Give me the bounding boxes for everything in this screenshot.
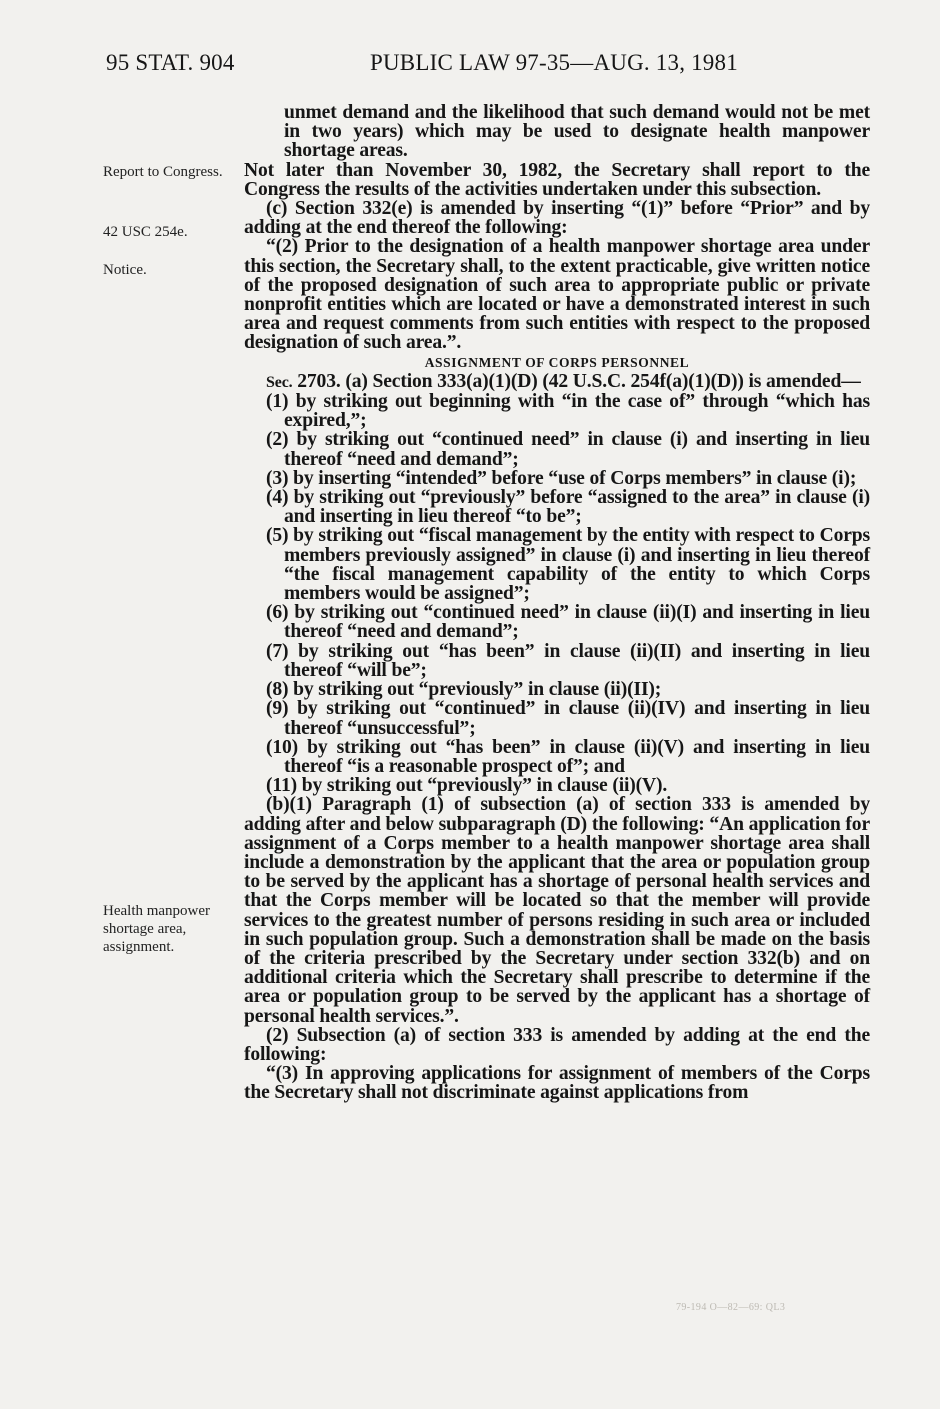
amendment-item: (11) by striking out “previously” in clause (ii)(V).	[266, 775, 668, 797]
section-2703-text: 2703. (a) Section 333(a)(1)(D) (42 U.S.C. 254f(a)(1)(D)) is amended—	[292, 370, 861, 392]
statute-body	[244, 103, 870, 1103]
section-label: Sec.	[266, 373, 293, 391]
amendment-item: (9) by striking out “continued” in clause (ii)(IV) and inserting in lieu thereof “unsuccessful”;	[266, 698, 870, 739]
section-2703-intro	[244, 372, 870, 392]
amendment-item: (3) by inserting “intended” before “use of Corps members” in clause (i);	[266, 467, 857, 489]
margin-note-health: Health manpower shortage area, assignment.	[103, 903, 211, 955]
margin-note-report: Report to Congress.	[103, 164, 223, 180]
margin-note-usc: 42 USC 254e.	[103, 224, 188, 240]
paragraph-quoted-3: “(3) In approving applications for assignment of members of the Corps the Secretary shall not discriminate against applications from	[244, 1063, 870, 1104]
paragraph-report: Not later than November 30, 1982, the Secretary shall report to the Congress the results of the activities undertaken under this subsection.	[244, 159, 870, 200]
amendment-item: (8) by striking out “previously” in clause (ii)(II);	[266, 679, 662, 701]
amendment-item: (6) by striking out “continued need” in clause (ii)(I) and inserting in lieu thereof “need and demand”;	[266, 602, 870, 643]
statute-page-number: 95 STAT. 904	[106, 50, 235, 75]
margin-note-notice: Notice.	[103, 262, 147, 278]
paragraph-continuation: unmet demand and the likelihood that such demand would not be met in two years) which may be used to designate health manpower shortage areas.	[284, 102, 870, 162]
amendment-item: (10) by striking out “has been” in clause (ii)(V) and inserting in lieu thereof “is a reasonable prospect of”; and	[266, 736, 870, 777]
page-header	[106, 50, 870, 84]
amendment-item: (1) by striking out beginning with “in the case of” through “which has expired,”;	[266, 391, 870, 432]
public-law-title: PUBLIC LAW 97-35—AUG. 13, 1981	[370, 50, 738, 75]
paragraph-b1: (b)(1) Paragraph (1) of subsection (a) of section 333 is amended by adding after and below subparagraph (D) the following: “An application for assignment of a Corps member to a health manpower shortage area shall include a demonstration by the applicant that the area or population group to be served by the applicant has a shortage of personal health services and that the Corps member will be located so that the member will provide services to the greatest number of persons residing in such area or included in such population group. Such a demonstration shall be made on the basis of the criteria prescribed by the Secretary under section 332(b) and on additional criteria which the Secretary shall prescribe to determine if the area or population group to be served by the applicant has a shortage of personal health services.”.	[244, 794, 870, 1027]
amendment-item: (7) by striking out “has been” in clause (ii)(II) and inserting in lieu thereof “will be”;	[266, 640, 870, 681]
paragraph-b2: (2) Subsection (a) of section 333 is amended by adding at the end the following:	[244, 1024, 870, 1065]
amendment-item: (5) by striking out “fiscal management by the entity with respect to Corps members previously assigned” in clause (i) and inserting in lieu thereof “the fiscal management capability of the entity to which Corps members would be assigned”;	[266, 525, 870, 605]
paragraph-quoted-2: “(2) Prior to the designation of a health manpower shortage area under this section, the Secretary shall, to the extent practicable, give written notice of the proposed designation of such area to appropriate public or private nonprofit entities which are located or have a demonstrated interest in such area and request comments from such entities with respect to the proposed designation of such area.”.	[244, 236, 870, 354]
amendment-item: (4) by striking out “previously” before “assigned to the area” in clause (i) and inserting in lieu thereof “to be”;	[266, 487, 870, 528]
paragraph-c: (c) Section 332(e) is amended by inserting “(1)” before “Prior” and by adding at the end thereof the following:	[244, 198, 870, 239]
amendment-item: (2) by striking out “continued need” in clause (i) and inserting in lieu thereof “need and demand”;	[266, 429, 870, 470]
print-code: 79-194 O—82—69: QL3	[676, 1302, 786, 1313]
section-heading: ASSIGNMENT OF CORPS PERSONNEL	[424, 354, 690, 370]
